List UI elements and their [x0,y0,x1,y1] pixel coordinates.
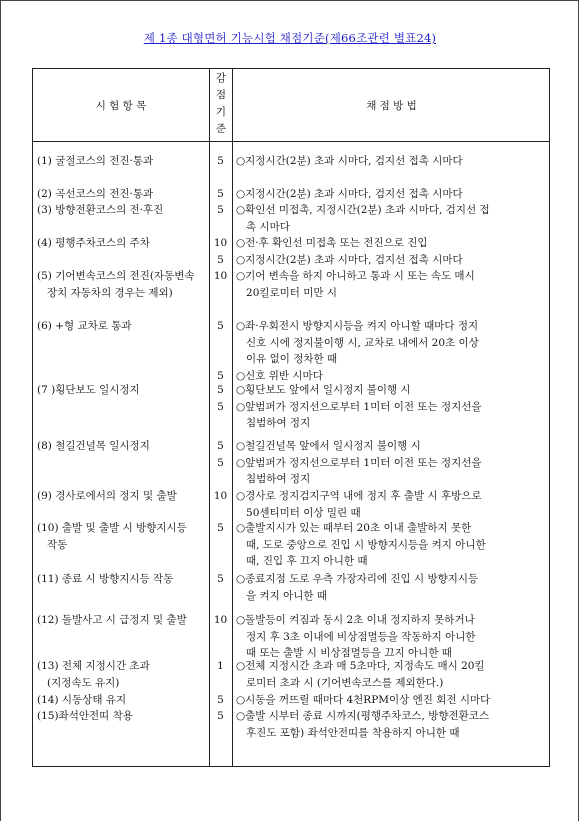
scoring-method [236,382,548,432]
scoring-method-line: 때, 도로 중앙으로 진입 시 방향지시등을 켜지 아니한 [236,538,486,551]
deduction-score-line [211,351,230,368]
deduction-score-line: 5 [217,400,224,413]
test-item [37,520,209,553]
scoring-method-line: 침범하여 정지 [236,473,311,485]
deduction-score-line: 5 [217,456,224,469]
scoring-method-line: 후진도 포함) 좌석안전띠를 착용하지 아니한 때 [236,726,460,739]
deduction-score-line: 5 [217,188,224,200]
scoring-method-line: 이유 없이 정차한 때 [236,353,338,365]
test-item [37,692,209,709]
header-deduction-char: 점 [215,89,227,101]
scoring-method [236,153,548,170]
scoring-method [236,520,548,570]
column-divider [209,69,210,766]
test-item-line: (3) 방향전환코스의 전·후진 [37,204,164,216]
test-item-line: (10) 출발 및 출발 시 방향지시등 [37,522,187,534]
deduction-score-line: 5 [217,710,224,722]
scoring-method-line: ○기어 변속을 하지 아니하고 통과 시 또는 속도 매시 [236,270,475,282]
test-item-line: 장치 자동차의 경우는 제외) [37,286,173,299]
scoring-method-line: ○전·후 확인선 미접촉 또는 전진으로 진입 [236,237,428,249]
test-item [37,186,209,203]
header-divider [33,141,549,142]
scoring-method-line: 때 또는 출발 시 비상점멸등을 끄지 아니한 때 [236,647,452,659]
scoring-method-line: 촉 시마다 [236,220,290,233]
scoring-method-line: ○지정시간(2분) 초과 시마다, 검지선 접촉 시마다 [236,188,463,200]
scoring-method-line: 을 켜지 아니한 때 [236,589,328,602]
scoring-method-line: ○출발지시가 있는 때부터 20초 이내 출발하지 못한 [236,522,472,534]
test-item [37,708,209,725]
test-item-line: (2) 곡선코스의 전진·통과 [37,188,154,200]
scoring-method [236,612,548,662]
deduction-score [211,318,230,384]
deduction-score [211,708,230,725]
scoring-method-line: ○횡단보도 앞에서 일시정지 불이행 시 [236,384,411,396]
test-item-line: 작동 [37,538,68,551]
test-item-line: (13) 전체 지정시간 초과 [37,660,150,672]
scoring-table [32,68,550,767]
deduction-score [211,692,230,709]
deduction-score [211,202,230,219]
header-items: 시 험 항 목 [95,100,147,112]
deduction-score-line: 5 [217,253,224,266]
deduction-score-line: 10 [213,490,228,502]
scoring-method-line: 때, 진입 후 끄지 아니한 때 [236,555,368,567]
deduction-score-line: 10 [213,614,228,626]
scoring-method-line: ○확인선 미접촉, 지정시간(2분) 초과 시마다, 검지선 접 [236,204,490,216]
page-title: 제 1종 대형면허 기능시험 채점기준(제66조관련 별표24) [143,31,437,45]
test-item-line: (15)좌석안전띠 착용 [37,710,133,722]
scoring-method-line: 신호 시에 정지불이행 시, 교차로 내에서 20초 이상 [236,336,479,349]
scoring-method-line: ○경사로 정지검지구역 내에 정지 후 출발 시 후방으로 [236,490,482,502]
header-deduction-char: 준 [215,123,227,135]
scoring-method [236,571,548,604]
scoring-method-line: ○돌발등이 켜짐과 동시 2초 이내 정지하지 못하거나 [236,614,475,626]
deduction-score [211,571,230,588]
scoring-method-line: ○출발 시부터 종료 시까지(평행주차코스, 방향전환코스 [236,710,490,722]
deduction-score-line: 5 [217,694,224,706]
deduction-score-line: 5 [217,320,224,332]
scoring-method-line: ○좌·우회전시 방향지시등을 켜지 아니할 때마다 정지 [236,320,479,332]
scoring-method [236,186,548,203]
test-item-line: (9) 경사로에서의 정지 및 출발 [37,490,177,502]
deduction-score-line: 5 [217,155,224,167]
test-item [37,658,209,691]
scoring-method [236,235,548,268]
scoring-method-line: ○신호 위반 시마다 [236,369,323,382]
scoring-method-line: 20킬로미터 미만 시 [236,286,338,299]
scoring-method-line: 로미터 초과 시 (기어변속코스를 제외한다.) [236,676,444,689]
deduction-score-line: 5 [217,522,224,534]
test-item [37,235,209,252]
deduction-score-line: 10 [213,270,228,282]
test-item [37,488,209,505]
deduction-score-line: 5 [217,204,224,216]
test-item-line: (5) 기어변속코스의 전진(자동변속 [37,270,195,282]
deduction-score [211,382,230,415]
header-deduction-char: 기 [215,106,227,118]
test-item-line: (4) 평행주차코스의 주차 [37,237,150,249]
scoring-method-line: 50센티미터 이상 밀린 때 [236,506,361,519]
test-item-line: (6) +형 교차로 통과 [37,320,132,332]
deduction-score [211,658,230,675]
scoring-method-line: ○전체 지정시간 초과 매 5초마다, 지정속도 매시 20킬 [236,660,485,672]
deduction-score [211,268,230,285]
scoring-method [236,692,548,709]
scoring-method-line: ○앞범퍼가 정지선으로부터 1미터 이전 또는 정지선을 [236,456,482,469]
deduction-score-line: 5 [217,440,224,452]
test-item [37,153,209,170]
scoring-method-line: ○지정시간(2분) 초과 시마다, 검지선 접촉 시마다 [236,253,463,266]
test-item [37,612,209,629]
test-item [37,438,209,455]
test-item-line: (7 )횡단보도 일시정지 [37,384,140,396]
scoring-method [236,658,548,691]
scoring-method [236,318,548,384]
scoring-method [236,202,548,235]
deduction-score-line: 5 [217,384,224,396]
scoring-method [236,268,548,301]
test-item [37,382,209,399]
scoring-method-line: ○시동을 꺼뜨릴 때마다 4천RPM이상 엔진 회전 시마다 [236,694,491,706]
scoring-method-line: 정지 후 3초 이내에 비상점멸등을 작동하지 아니한 [236,630,476,643]
deduction-score [211,612,230,629]
deduction-score-line [211,335,230,352]
deduction-score [211,438,230,471]
scoring-method-line: ○지정시간(2분) 초과 시마다, 검지선 접촉 시마다 [236,155,463,167]
scoring-method [236,438,548,488]
test-item-line: (1) 굴절코스의 전진·통과 [37,155,154,167]
header-method: 채 점 방 법 [366,100,417,112]
test-item-line: (8) 철길건널목 일시정지 [37,440,150,452]
deduction-score [211,488,230,505]
deduction-score-line: 5 [217,369,224,382]
scoring-method-line: ○종료지점 도로 우측 가장자리에 진입 시 방향지시등 [236,573,479,585]
scoring-method-line: ○앞범퍼가 정지선으로부터 1미터 이전 또는 정지선을 [236,400,482,413]
header-deduction-char: 감 [215,72,227,84]
deduction-score [211,520,230,537]
column-divider [232,69,233,766]
test-item-line: (12) 돌발사고 시 급정지 및 출발 [37,614,187,626]
deduction-score [211,235,230,268]
deduction-score [211,186,230,203]
deduction-score-line: 5 [217,573,224,585]
scoring-method-line: ○철길건널목 앞에서 일시정지 불이행 시 [236,440,421,452]
scoring-method-line: 침범하여 정지 [236,417,311,429]
header-deduction [210,70,232,138]
deduction-score-line: 10 [213,237,228,249]
deduction-score [211,153,230,170]
scoring-method [236,488,548,521]
test-item-line: (11) 종료 시 방향지시등 작동 [37,573,174,585]
scoring-method [236,708,548,741]
test-item-line: (14) 시동상태 유지 [37,694,127,706]
test-item [37,571,209,588]
test-item [37,202,209,219]
test-item [37,318,209,335]
test-item [37,268,209,301]
test-item-line: (지정속도 유지) [37,676,120,689]
deduction-score-line: 1 [217,660,224,672]
